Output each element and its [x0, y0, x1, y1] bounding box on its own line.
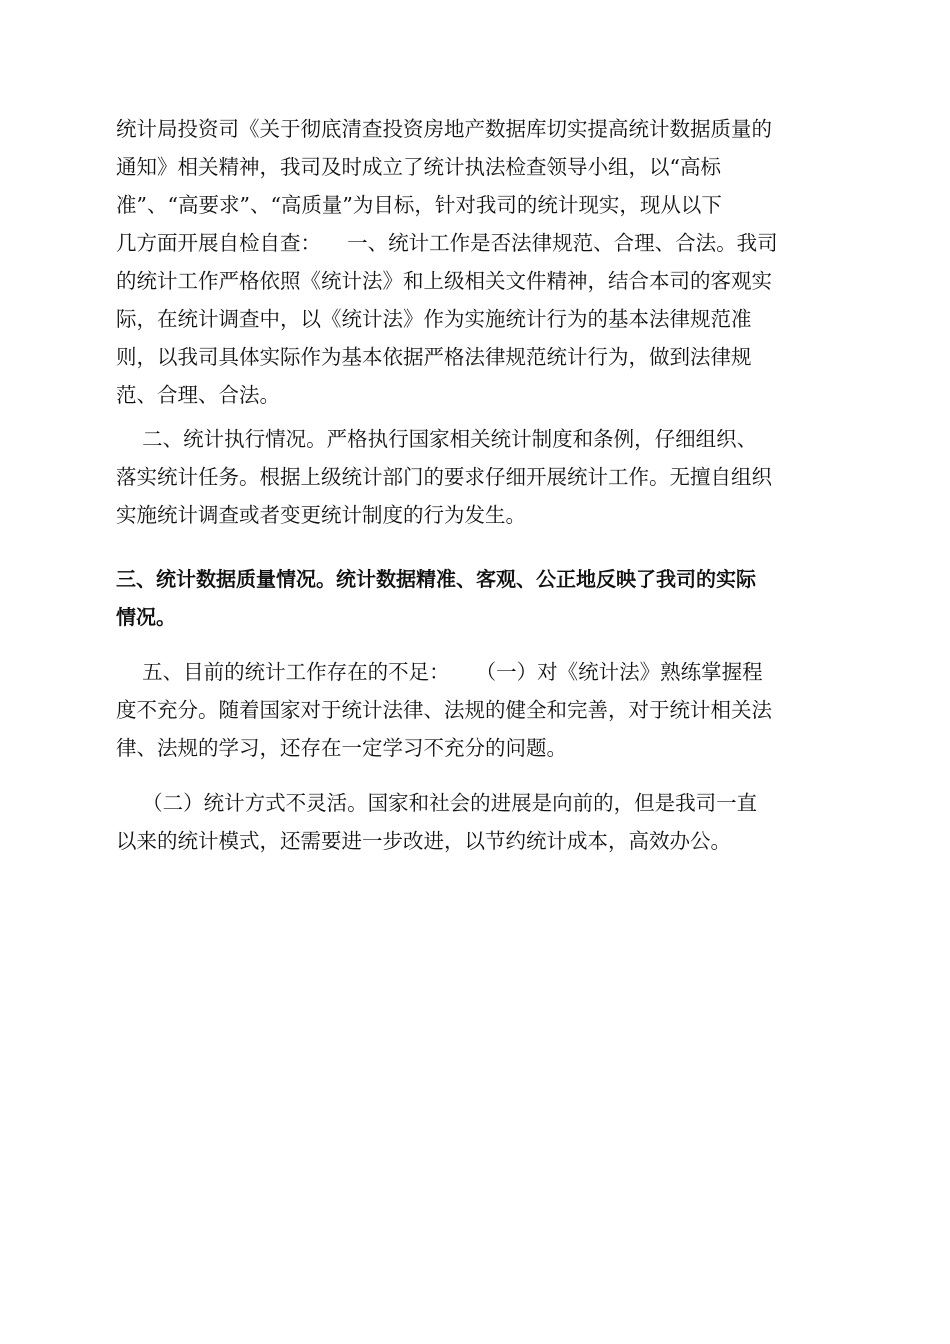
- text-line: （二）统计方式不灵活。国家和社会的进展是向前的，但是我司一直: [116, 791, 758, 815]
- text-line: 几方面开展自检自查： 一、统计工作是否法律规范、合理、合法。我司: [116, 231, 778, 255]
- text-line: 通知》相关精神，我司及时成立了统计执法检查领导小组，以“高标: [116, 155, 721, 179]
- text-line: 准”、“高要求”、“高质量”为目标，针对我司的统计现实，现从以下: [116, 193, 722, 217]
- paragraph-shortcomings: [116, 653, 834, 767]
- text-line: 的统计工作严格依照《统计法》和上级相关文件精神，结合本司的客观实: [116, 269, 772, 293]
- text-line: 统计局投资司《关于彻底清查投资房地产数据库切实提高统计数据质量的: [116, 117, 772, 141]
- text-line: 以来的统计模式，还需要进一步改进，以节约统计成本，高效办公。: [116, 829, 731, 853]
- text-line: 情况。: [116, 605, 176, 629]
- text-line: 落实统计任务。根据上级统计部门的要求仔细开展统计工作。无擅自组织: [116, 465, 772, 489]
- paragraph-methods: [116, 784, 834, 860]
- text-line: 范、合理、合法。: [116, 383, 280, 407]
- text-line: 实施统计调查或者变更统计制度的行为发生。: [116, 503, 526, 527]
- paragraph-execution: [116, 420, 834, 534]
- paragraph-self-inspection: [116, 110, 834, 414]
- text-line: 二、统计执行情况。严格执行国家相关统计制度和条例，仔细组织、: [116, 427, 758, 451]
- text-line: 律、法规的学习，还存在一定学习不充分的问题。: [116, 736, 567, 760]
- paragraph-data-quality-heading: [116, 560, 834, 636]
- text-line: 度不充分。随着国家对于统计法律、法规的健全和完善，对于统计相关法: [116, 698, 772, 722]
- text-line: 三、统计数据质量情况。统计数据精准、客观、公正地反映了我司的实际: [116, 567, 756, 591]
- text-line: 际，在统计调查中，以《统计法》作为实施统计行为的基本法律规范准: [116, 307, 752, 331]
- text-line: 则，以我司具体实际作为基本依据严格法律规范统计行为，做到法律规: [116, 345, 752, 369]
- text-line: 五、目前的统计工作存在的不足： （一）对《统计法》熟练掌握程: [116, 660, 763, 684]
